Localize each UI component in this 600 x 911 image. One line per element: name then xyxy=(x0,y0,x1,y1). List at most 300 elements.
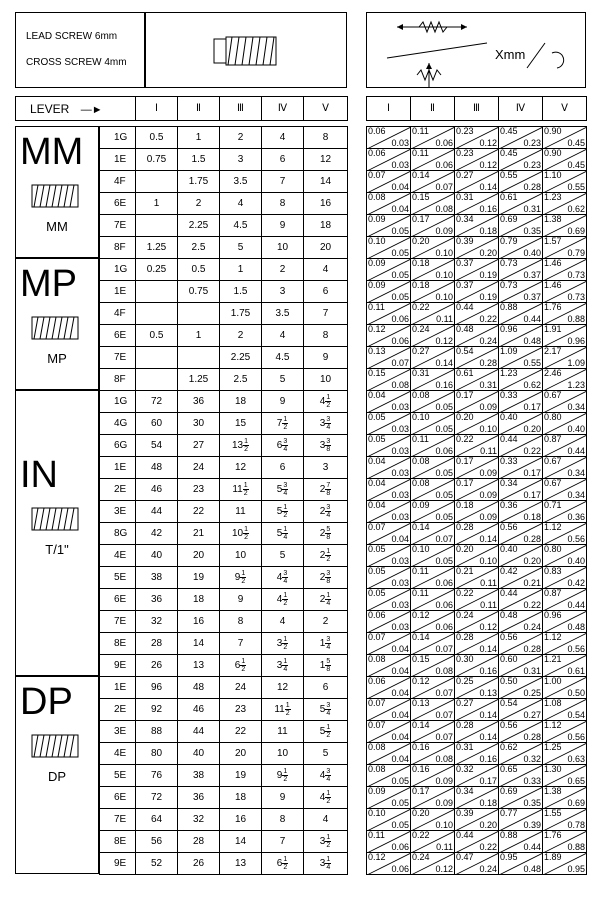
feed-cell xyxy=(543,589,587,611)
thread-value: 44 xyxy=(136,501,178,523)
longitudinal-feed: 0.54 xyxy=(500,698,518,708)
longitudinal-feed: 0.33 xyxy=(500,456,518,466)
thread-value: 44 xyxy=(178,721,220,743)
thread-value: 26 xyxy=(136,655,178,677)
cross-feed: 0.05 xyxy=(391,820,409,830)
feed-cell xyxy=(499,369,543,391)
longitudinal-feed: 0.05 xyxy=(368,566,386,576)
group-name: DP xyxy=(20,681,73,723)
feed-cell xyxy=(411,237,455,259)
thread-value: 15 xyxy=(220,413,262,435)
cross-feed: 0.04 xyxy=(391,688,409,698)
feed-cell xyxy=(367,215,411,237)
cross-feed: 0.03 xyxy=(391,138,409,148)
thread-value: 10 $\frac{1}{2}$ xyxy=(220,523,262,545)
longitudinal-feed: 0.13 xyxy=(412,698,430,708)
gear-code: 1E xyxy=(100,677,136,699)
longitudinal-feed: 0.08 xyxy=(412,456,430,466)
longitudinal-feed: 0.24 xyxy=(456,610,474,620)
cross-feed: 0.05 xyxy=(391,226,409,236)
longitudinal-feed: 1.57 xyxy=(544,236,562,246)
feed-cell xyxy=(367,523,411,545)
thread-value: 64 xyxy=(136,809,178,831)
table-row xyxy=(367,765,587,787)
feed-cell xyxy=(499,435,543,457)
thread-value xyxy=(136,369,178,391)
group-dp xyxy=(15,676,99,874)
cross-feed: 0.03 xyxy=(391,578,409,588)
feed-cell xyxy=(455,149,499,171)
cross-feed: 0.05 xyxy=(435,424,453,434)
thread-value: 0.25 xyxy=(136,259,178,281)
longitudinal-feed: 0.87 xyxy=(544,588,562,598)
feed-cell xyxy=(411,193,455,215)
cross-feed: 0.04 xyxy=(391,732,409,742)
feed-cell xyxy=(543,677,587,699)
table-row xyxy=(367,809,587,831)
table-row xyxy=(367,281,587,303)
cross-feed: 0.69 xyxy=(567,226,585,236)
longitudinal-feed: 1.25 xyxy=(544,742,562,752)
longitudinal-feed: 0.25 xyxy=(456,676,474,686)
gear-code: 1E xyxy=(100,457,136,479)
thread-value: 3 $\frac{1}{2}$ xyxy=(304,831,348,853)
feed-cell xyxy=(499,567,543,589)
feed-cell xyxy=(499,611,543,633)
longitudinal-feed: 0.27 xyxy=(456,170,474,180)
thread-value: 48 xyxy=(136,457,178,479)
thread-value: 13 $\frac{1}{2}$ xyxy=(220,435,262,457)
table-row xyxy=(367,721,587,743)
lever-col-3: Ⅲ xyxy=(220,97,262,121)
longitudinal-feed: 0.67 xyxy=(544,478,562,488)
cross-feed: 0.31 xyxy=(523,204,541,214)
longitudinal-feed: 0.09 xyxy=(368,258,386,268)
feed-cell xyxy=(367,567,411,589)
gear-code: 5E xyxy=(100,567,136,589)
feed-cell xyxy=(367,303,411,325)
cross-feed: 0.50 xyxy=(567,688,585,698)
longitudinal-feed: 1.23 xyxy=(544,192,562,202)
cross-feed: 0.09 xyxy=(479,490,497,500)
lead-screw-label: LEAD SCREW 6mm xyxy=(26,31,118,42)
table-row xyxy=(367,369,587,391)
cross-feed: 0.14 xyxy=(479,732,497,742)
longitudinal-feed: 1.89 xyxy=(544,852,562,862)
feed-cell xyxy=(543,369,587,391)
cross-feed: 0.11 xyxy=(436,314,453,324)
longitudinal-feed: 1.12 xyxy=(544,720,562,730)
thread-value: 5 $\frac{1}{2}$ xyxy=(262,501,304,523)
gear-code: 5E xyxy=(100,765,136,787)
feed-cell xyxy=(499,457,543,479)
cross-feed: 0.09 xyxy=(435,776,453,786)
group-mp xyxy=(15,258,99,390)
longitudinal-feed: 0.24 xyxy=(412,324,430,334)
table-row xyxy=(367,479,587,501)
cross-feed: 1.23 xyxy=(567,380,585,390)
cross-feed: 0.20 xyxy=(523,556,541,566)
table-row xyxy=(100,127,348,149)
table-row xyxy=(367,831,587,853)
table-row xyxy=(100,589,348,611)
feed-cell xyxy=(455,523,499,545)
thread-value: 22 xyxy=(220,721,262,743)
cross-feed: 0.96 xyxy=(567,336,585,346)
thread-value: 11 $\frac{1}{2}$ xyxy=(220,479,262,501)
cross-feed: 0.08 xyxy=(435,204,453,214)
gear-code: 4E xyxy=(100,545,136,567)
cross-feed: 0.35 xyxy=(523,226,541,236)
longitudinal-feed: 0.71 xyxy=(544,500,562,510)
longitudinal-feed: 0.11 xyxy=(412,434,429,444)
longitudinal-feed: 1.08 xyxy=(544,698,562,708)
thread-value: 4 xyxy=(304,809,348,831)
feed-cell xyxy=(411,369,455,391)
longitudinal-feed: 0.80 xyxy=(544,412,562,422)
lever-col-2: Ⅱ xyxy=(178,97,220,121)
feed-cell xyxy=(499,281,543,303)
thread-value xyxy=(136,171,178,193)
table-row xyxy=(100,765,348,787)
thread-value: 2 $\frac{1}{2}$ xyxy=(304,545,348,567)
longitudinal-feed: 1.12 xyxy=(544,632,562,642)
thread-value: 5 xyxy=(262,369,304,391)
longitudinal-feed: 0.04 xyxy=(368,478,386,488)
longitudinal-feed: 0.09 xyxy=(412,500,430,510)
thread-value: 10 xyxy=(304,369,348,391)
cross-feed: 0.55 xyxy=(567,182,585,192)
cross-feed: 0.44 xyxy=(523,314,541,324)
longitudinal-feed: 0.23 xyxy=(456,126,474,136)
screw-info-box xyxy=(15,12,145,88)
thread-value: 4 xyxy=(262,127,304,149)
longitudinal-feed: 1.38 xyxy=(544,786,562,796)
table-row xyxy=(367,391,587,413)
feed-cell xyxy=(499,413,543,435)
feed-cell xyxy=(411,589,455,611)
longitudinal-feed: 0.69 xyxy=(500,786,518,796)
thread-value: 2 $\frac{5}{8}$ xyxy=(304,523,348,545)
longitudinal-feed: 0.79 xyxy=(500,236,518,246)
feed-cell xyxy=(367,347,411,369)
table-row xyxy=(100,391,348,413)
longitudinal-feed: 0.62 xyxy=(500,742,518,752)
longitudinal-feed: 0.12 xyxy=(368,852,386,862)
feed-cell xyxy=(499,127,543,149)
thread-value: 9 xyxy=(262,215,304,237)
cross-feed: 0.11 xyxy=(480,578,497,588)
group-name: IN xyxy=(20,453,58,496)
cross-feed: 0.48 xyxy=(567,622,585,632)
feed-cell xyxy=(499,809,543,831)
feed-cell xyxy=(367,743,411,765)
table-row xyxy=(100,435,348,457)
gear-code: 8E xyxy=(100,633,136,655)
feed-cell xyxy=(543,633,587,655)
longitudinal-feed: 0.27 xyxy=(412,346,430,356)
longitudinal-feed: 0.31 xyxy=(456,742,474,752)
gear-code: 6G xyxy=(100,435,136,457)
longitudinal-feed: 0.54 xyxy=(456,346,474,356)
cross-feed: 0.17 xyxy=(523,468,541,478)
cross-feed: 0.03 xyxy=(391,402,409,412)
feed-cell xyxy=(411,479,455,501)
table-row xyxy=(367,501,587,523)
longitudinal-feed: 0.23 xyxy=(456,148,474,158)
table-row xyxy=(367,149,587,171)
thread-value: 16 xyxy=(304,193,348,215)
thread-value: 4 xyxy=(262,611,304,633)
feed-cell xyxy=(543,523,587,545)
cross-feed: 0.03 xyxy=(391,424,409,434)
feed-cell xyxy=(499,743,543,765)
longitudinal-feed: 0.07 xyxy=(368,720,386,730)
cross-feed: 0.16 xyxy=(479,666,497,676)
feed-cell xyxy=(455,501,499,523)
thread-value: 2.5 xyxy=(220,369,262,391)
gear-code: 4E xyxy=(100,743,136,765)
table-row xyxy=(100,347,348,369)
cross-feed: 0.45 xyxy=(567,160,585,170)
feed-cell xyxy=(499,215,543,237)
table-row xyxy=(100,699,348,721)
cross-feed: 0.45 xyxy=(567,138,585,148)
thread-value: 21 xyxy=(178,523,220,545)
longitudinal-feed: 1.10 xyxy=(544,170,562,180)
cross-feed: 0.22 xyxy=(479,842,497,852)
cross-feed: 0.18 xyxy=(523,512,541,522)
thread-table-mm xyxy=(99,126,348,259)
cross-feed: 0.23 xyxy=(523,160,541,170)
cross-feed: 0.09 xyxy=(479,402,497,412)
thread-value: 18 xyxy=(304,215,348,237)
feed-cell xyxy=(543,281,587,303)
feed-cell xyxy=(367,655,411,677)
cross-feed: 0.08 xyxy=(391,380,409,390)
longitudinal-feed: 0.37 xyxy=(456,280,474,290)
longitudinal-feed: 0.27 xyxy=(456,698,474,708)
feed-lever-col-5: Ⅴ xyxy=(543,97,587,121)
longitudinal-feed: 2.17 xyxy=(544,346,562,356)
cross-feed: 0.55 xyxy=(523,358,541,368)
longitudinal-feed: 0.21 xyxy=(456,566,474,576)
thread-value: 4 xyxy=(304,259,348,281)
cross-feed: 0.14 xyxy=(435,358,453,368)
thread-value: 10 xyxy=(262,237,304,259)
cross-feed: 0.34 xyxy=(567,490,585,500)
longitudinal-feed: 0.39 xyxy=(456,236,474,246)
cross-feed: 0.18 xyxy=(479,226,497,236)
table-row xyxy=(367,853,587,875)
feed-cell xyxy=(411,809,455,831)
cross-feed: 0.20 xyxy=(479,820,497,830)
feed-cell xyxy=(543,391,587,413)
longitudinal-feed: 0.36 xyxy=(500,500,518,510)
longitudinal-feed: 0.15 xyxy=(412,192,430,202)
longitudinal-feed: 0.32 xyxy=(456,764,474,774)
longitudinal-feed: 0.95 xyxy=(500,852,518,862)
cross-feed: 0.40 xyxy=(523,248,541,258)
thread-value: 2 xyxy=(220,325,262,347)
cross-feed: 0.04 xyxy=(391,666,409,676)
longitudinal-feed: 0.90 xyxy=(544,126,562,136)
feed-cell xyxy=(543,479,587,501)
longitudinal-feed: 0.04 xyxy=(368,390,386,400)
thread-value: 6 $\frac{1}{2}$ xyxy=(262,853,304,875)
longitudinal-feed: 1.00 xyxy=(544,676,562,686)
thread-value: 0.5 xyxy=(136,127,178,149)
longitudinal-feed: 0.14 xyxy=(412,720,430,730)
table-row xyxy=(367,303,587,325)
gear-code: 1E xyxy=(100,149,136,171)
table-row xyxy=(100,237,348,259)
thread-value: 2 $\frac{7}{8}$ xyxy=(304,479,348,501)
cross-feed: 0.69 xyxy=(567,798,585,808)
table-row xyxy=(100,655,348,677)
cross-feed: 0.78 xyxy=(567,820,585,830)
cross-feed: 0.04 xyxy=(391,754,409,764)
longitudinal-feed: 0.20 xyxy=(456,412,474,422)
thread-value: 1 xyxy=(136,193,178,215)
table-row xyxy=(100,215,348,237)
thread-value: 54 xyxy=(136,435,178,457)
longitudinal-feed: 0.50 xyxy=(500,676,518,686)
thread-value: 5 $\frac{3}{4}$ xyxy=(304,699,348,721)
cross-feed: 0.31 xyxy=(479,380,497,390)
thread-value: 9 $\frac{1}{2}$ xyxy=(262,765,304,787)
feed-cell xyxy=(543,435,587,457)
longitudinal-feed: 0.44 xyxy=(456,302,474,312)
thread-value: 72 xyxy=(136,787,178,809)
cross-feed: 0.10 xyxy=(435,820,453,830)
table-row xyxy=(100,259,348,281)
table-row xyxy=(367,347,587,369)
cross-feed: 1.09 xyxy=(567,358,585,368)
longitudinal-feed: 0.11 xyxy=(412,588,429,598)
longitudinal-feed: 0.31 xyxy=(456,192,474,202)
cross-feed: 0.20 xyxy=(523,424,541,434)
table-row xyxy=(367,567,587,589)
thread-value: 4 xyxy=(220,193,262,215)
thread-value: 42 xyxy=(136,523,178,545)
cross-feed: 0.40 xyxy=(567,424,585,434)
cross-feed: 0.07 xyxy=(435,644,453,654)
longitudinal-feed: 0.56 xyxy=(500,720,518,730)
thread-value: 0.75 xyxy=(136,149,178,171)
feed-cell xyxy=(455,281,499,303)
cross-feed: 0.37 xyxy=(523,292,541,302)
feed-cell xyxy=(455,347,499,369)
feed-cell xyxy=(499,501,543,523)
thread-value: 19 xyxy=(178,567,220,589)
thread-value: 5 $\frac{1}{4}$ xyxy=(262,523,304,545)
thread-image-box xyxy=(145,12,347,88)
cross-feed: 0.08 xyxy=(435,754,453,764)
longitudinal-feed: 0.16 xyxy=(412,742,430,752)
cross-feed: 0.03 xyxy=(391,160,409,170)
feed-cell xyxy=(499,303,543,325)
feed-cell xyxy=(367,435,411,457)
thread-value xyxy=(136,215,178,237)
longitudinal-feed: 0.08 xyxy=(368,654,386,664)
gear-code: 9E xyxy=(100,655,136,677)
table-row xyxy=(367,259,587,281)
longitudinal-feed: 0.06 xyxy=(368,126,386,136)
feed-cell xyxy=(411,325,455,347)
feed-cell xyxy=(543,171,587,193)
longitudinal-feed: 0.40 xyxy=(500,544,518,554)
feed-cell xyxy=(455,721,499,743)
feed-cell xyxy=(411,677,455,699)
cross-feed: 0.06 xyxy=(435,600,453,610)
group-sub-label: DP xyxy=(47,769,67,784)
longitudinal-feed: 0.24 xyxy=(412,852,430,862)
cross-feed: 0.18 xyxy=(479,798,497,808)
cross-feed: 0.28 xyxy=(479,358,497,368)
longitudinal-feed: 0.13 xyxy=(368,346,386,356)
table-row xyxy=(100,413,348,435)
longitudinal-feed: 0.17 xyxy=(412,214,430,224)
cross-feed: 0.11 xyxy=(436,842,453,852)
cross-feed: 0.24 xyxy=(479,336,497,346)
cross-feed: 0.05 xyxy=(391,798,409,808)
longitudinal-feed: 0.12 xyxy=(368,324,386,334)
thread-value: 38 xyxy=(178,765,220,787)
table-row xyxy=(100,281,348,303)
longitudinal-feed: 0.18 xyxy=(412,258,430,268)
cross-feed: 0.48 xyxy=(523,336,541,346)
thread-value: 52 xyxy=(136,853,178,875)
longitudinal-feed: 0.37 xyxy=(456,258,474,268)
thread-value: 3 xyxy=(304,457,348,479)
thread-value: 7 xyxy=(262,831,304,853)
cross-feed: 0.03 xyxy=(391,600,409,610)
thread-value: 2.5 xyxy=(178,237,220,259)
cross-feed: 0.39 xyxy=(523,820,541,830)
table-row xyxy=(100,633,348,655)
feed-cell xyxy=(543,303,587,325)
cross-feed: 0.36 xyxy=(567,512,585,522)
thread-value: 8 xyxy=(304,127,348,149)
feed-cell xyxy=(367,501,411,523)
cross-feed: 0.04 xyxy=(391,534,409,544)
feed-cell xyxy=(499,655,543,677)
longitudinal-feed: 0.34 xyxy=(456,214,474,224)
thread-value: 9 xyxy=(304,347,348,369)
longitudinal-feed: 0.96 xyxy=(544,610,562,620)
cross-feed: 0.63 xyxy=(567,754,585,764)
cross-feed: 0.04 xyxy=(391,204,409,214)
thread-value: 16 xyxy=(178,611,220,633)
thread-value: 48 xyxy=(178,677,220,699)
feed-cell xyxy=(455,457,499,479)
thread-value: 3 $\frac{3}{4}$ xyxy=(304,413,348,435)
feed-cell xyxy=(411,259,455,281)
cross-feed: 0.28 xyxy=(523,534,541,544)
thread-value: 88 xyxy=(136,721,178,743)
longitudinal-feed: 0.11 xyxy=(368,830,385,840)
thread-value: 36 xyxy=(136,589,178,611)
longitudinal-feed: 0.80 xyxy=(544,544,562,554)
cross-feed: 0.06 xyxy=(391,314,409,324)
thread-value: 3 $\frac{1}{2}$ xyxy=(262,633,304,655)
thread-value: 40 xyxy=(136,545,178,567)
cross-feed: 0.62 xyxy=(523,380,541,390)
cross-feed: 0.05 xyxy=(391,270,409,280)
feed-cell xyxy=(411,853,455,875)
thread-value: 14 xyxy=(304,171,348,193)
